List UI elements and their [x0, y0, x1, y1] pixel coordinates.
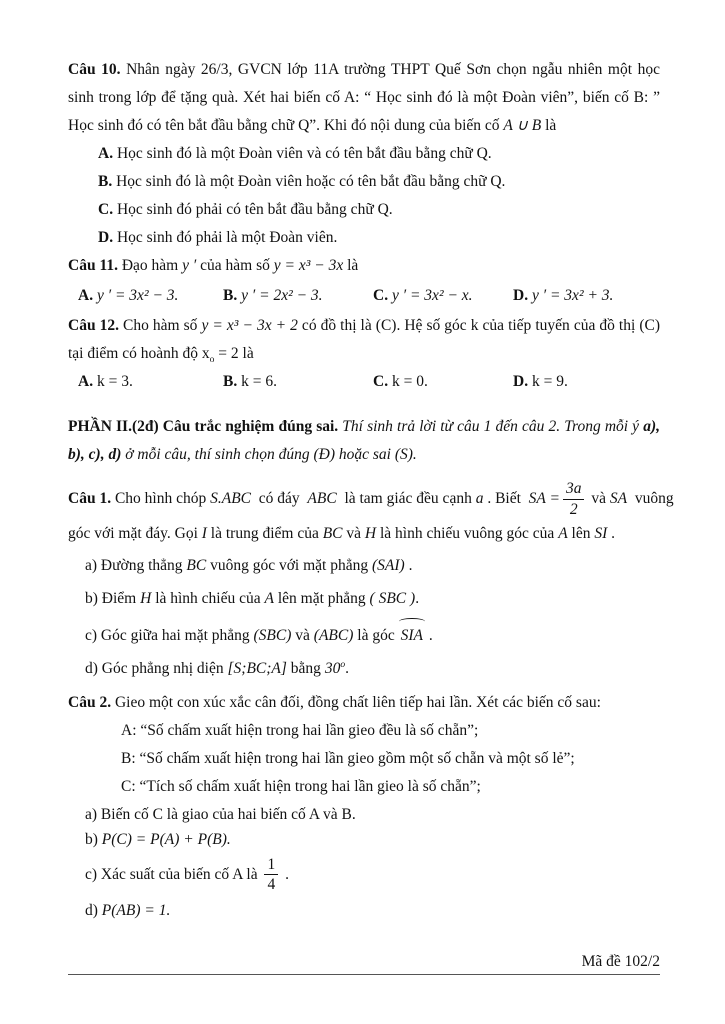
question-10-math-union: A ∪ B: [503, 117, 542, 134]
p2-question-2: [68, 689, 660, 717]
item-label: b): [85, 830, 98, 848]
item-label: a): [85, 805, 98, 823]
option-b-label: B.: [223, 287, 238, 304]
question-12-option-c: [373, 368, 513, 396]
option-a-text: k = 3.: [93, 373, 133, 390]
option-c-text: k = 0.: [388, 373, 428, 390]
math-sabc: S.ABC: [210, 490, 252, 508]
text: là trung điểm của: [206, 524, 323, 542]
question-11-math-function: y = x³ − 3x: [273, 257, 344, 274]
option-d-text: k = 9.: [528, 373, 568, 390]
math-abc: ABC: [307, 490, 337, 508]
text: .: [425, 626, 433, 644]
option-b-text: Học sinh đó là một Đoàn viên hoặc có tên bắt đầu bằng chữ Q.: [112, 173, 506, 190]
fraction-denominator: 2: [563, 499, 585, 519]
p2-question-1-line-1: [68, 479, 674, 520]
p2-question-1-item-d: [68, 655, 660, 683]
option-c-math: y ′ = 3x² − x.: [388, 287, 473, 304]
question-11-math-yprime: y ′: [182, 257, 197, 274]
text: .: [415, 589, 420, 607]
math-bc: BC: [322, 524, 343, 542]
text: là hình chiếu vuông góc của: [376, 524, 559, 542]
p2-question-1-line-2: [68, 520, 660, 548]
fraction-numerator: 1: [267, 855, 276, 873]
question-10-option-d: [68, 224, 660, 252]
option-b-label: B.: [98, 173, 113, 190]
question-10-text-end: là: [541, 117, 557, 134]
item-label: b): [85, 589, 98, 607]
math-h: H: [364, 524, 377, 542]
math-angle-sia-arc: SIA: [399, 618, 425, 650]
question-12-label: Câu 12.: [68, 317, 119, 334]
p2-question-1-item-b: [68, 585, 660, 613]
p2-question-2-item-d: [68, 899, 660, 923]
p2-question-2-event-a: A: “Số chấm xuất hiện trong hai lần gieo đều là số chẵn”;: [121, 721, 479, 739]
math-plane-sbc: ( SBC ): [369, 589, 416, 607]
option-a-label: A.: [78, 287, 94, 304]
text: .: [281, 865, 289, 883]
text: Gieo một con xúc xắc cân đối, đồng chất liên tiếp hai lần. Xét các biến cố sau:: [111, 693, 601, 711]
text: Góc giữa hai mặt phẳng: [97, 626, 254, 644]
math-a: A: [264, 589, 274, 607]
text: và: [342, 524, 365, 542]
item-label: c): [85, 865, 98, 883]
math-sa: SA: [609, 490, 628, 508]
question-11-option-d: [513, 282, 660, 310]
text: Góc phẳng nhị diện: [97, 659, 228, 677]
question-11-option-c: [373, 282, 513, 310]
question-10-label: Câu 10.: [68, 61, 121, 78]
part2-note-2: ở mỗi câu, thí sinh chọn đúng (Đ) hoặc sai (S).: [121, 446, 417, 463]
p2-question-2-event-b: B: “Số chấm xuất hiện trong hai lần gieo gồm một số chẵn và một số lẻ”;: [121, 749, 575, 767]
question-10-option-c: [68, 196, 660, 224]
option-a-label: A.: [98, 145, 114, 162]
part2-title: PHẦN II.(2đ) Câu trắc nghiệm đúng sai.: [68, 418, 339, 435]
math-sa-equals: SA =: [528, 490, 560, 508]
text: là hình chiếu của: [151, 589, 265, 607]
question-11-options-row: [68, 282, 660, 310]
p2-question-1-item-a: [68, 552, 660, 580]
question-11-text-1: Đạo hàm: [117, 257, 183, 274]
p2-question-1-item-c: [68, 618, 660, 650]
question-10: [68, 56, 660, 140]
option-b-label: B.: [223, 373, 238, 390]
fraction-denominator: 4: [264, 874, 278, 894]
exam-content: [68, 56, 674, 923]
option-d-text: Học sinh đó phải là một Đoàn viên.: [113, 229, 338, 246]
math-h: H: [140, 589, 152, 607]
option-d-math: y ′ = 3x² + 3.: [528, 287, 614, 304]
question-11-text-3: là: [343, 257, 359, 274]
question-10-option-a: [68, 140, 660, 168]
math-bc: BC: [186, 556, 207, 574]
text: Điểm: [97, 589, 141, 607]
question-12-text-3: = 2 là: [214, 345, 254, 362]
question-11: [68, 252, 660, 280]
option-a-math: y ′ = 3x² − 3.: [93, 287, 179, 304]
option-a-text: Học sinh đó là một Đoàn viên và có tên bắt đầu bằng chữ Q.: [113, 145, 492, 162]
part2-note-bold: a), b), c), d): [68, 418, 660, 463]
text: bằng: [286, 659, 325, 677]
text: và: [587, 490, 610, 508]
math-plane-sai: (SAI): [371, 556, 405, 574]
fraction-1-over-4: [264, 856, 278, 895]
option-b-text: k = 6.: [237, 373, 277, 390]
p2-question-2-item-a: [68, 803, 660, 827]
question-12-text-2: có đồ thị là (C). Hệ số góc k của tiếp tuyến của đồ thị (C) tại điểm có hoành độ x: [68, 317, 660, 362]
math-i: I: [201, 524, 207, 542]
math-dihedral: [S;BC;A]: [227, 659, 287, 677]
option-b-math: y ′ = 2x² − 3.: [237, 287, 323, 304]
text: có đáy: [251, 490, 308, 508]
math-30: 30: [324, 659, 341, 677]
p2-question-2-item-c: [68, 855, 660, 896]
option-d-label: D.: [513, 287, 529, 304]
question-12-option-a: [78, 368, 223, 396]
question-11-label: Câu 11.: [68, 257, 118, 274]
p2-question-2-item-b: [68, 828, 660, 852]
option-c-text: Học sinh đó phải có tên bắt đầu bằng chữ Q.: [113, 201, 393, 218]
math-degree-sup: o: [340, 658, 346, 670]
option-d-label: D.: [98, 229, 114, 246]
math-a: a: [475, 490, 484, 508]
text: .: [404, 556, 413, 574]
p2-question-1-label: Câu 1.: [68, 490, 112, 508]
p2-question-2-label: Câu 2.: [68, 693, 112, 711]
math-probability-sum: P(C) = P(A) + P(B).: [101, 830, 231, 848]
item-label: d): [85, 659, 98, 677]
item-label: a): [85, 556, 98, 574]
math-plane-sbc: (SBC): [253, 626, 292, 644]
math-a: A: [558, 524, 568, 542]
question-11-text-2: của hàm số: [196, 257, 274, 274]
option-c-label: C.: [373, 373, 389, 390]
text: lên mặt phẳng: [273, 589, 370, 607]
text: vuông: [627, 490, 674, 508]
question-12-option-d: [513, 368, 660, 396]
fraction-numerator: 3a: [565, 480, 582, 497]
math-plane-abc: (ABC): [313, 626, 354, 644]
text: .: [345, 659, 349, 677]
text: . Biết: [483, 490, 529, 508]
part2-heading: [68, 413, 660, 469]
page-footer-rule: [68, 951, 660, 975]
option-c-label: C.: [98, 201, 114, 218]
text: vuông góc với mặt phẳng: [206, 556, 372, 574]
option-d-label: D.: [513, 373, 529, 390]
question-12-subscript: o: [209, 354, 215, 366]
text: Xác suất của biến cố A là: [97, 865, 262, 883]
item-label: c): [85, 626, 98, 644]
exam-code: Mã đề 102/2: [581, 953, 660, 970]
fraction-3a-over-2: [563, 480, 585, 519]
question-12-options-row: [68, 368, 660, 396]
question-11-option-b: [223, 282, 373, 310]
question-12: [68, 312, 660, 368]
question-10-option-b: [68, 168, 660, 196]
question-11-option-a: [78, 282, 223, 310]
text: là tam giác đều cạnh: [336, 490, 476, 508]
text: Cho hình chóp: [111, 490, 211, 508]
part2-note-1: Thí sinh trả lời từ câu 1 đến câu 2. Trong mỗi ý: [338, 418, 644, 435]
text: là góc: [353, 626, 399, 644]
text: .: [607, 524, 616, 542]
option-c-label: C.: [373, 287, 389, 304]
question-12-option-b: [223, 368, 373, 396]
item-label: d): [85, 902, 98, 920]
text: Biến cố C là giao của hai biến cố A và B.: [97, 805, 356, 823]
math-pab: P(AB) = 1.: [101, 902, 171, 920]
question-12-math-function: y = x³ − 3x + 2: [201, 317, 298, 334]
p2-question-2-event-c: C: “Tích số chấm xuất hiện trong hai lần gieo là số chẵn”;: [121, 777, 481, 795]
option-a-label: A.: [78, 373, 94, 390]
text: Đường thẳng: [97, 556, 187, 574]
text: góc với mặt đáy. Gọi: [68, 524, 202, 542]
text: lên: [567, 524, 595, 542]
question-10-text: Nhân ngày 26/3, GVCN lớp 11A trường THPT Quế Sơn chọn ngẫu nhiên một học sinh trong lớp để tặng quà. Xét hai biến cố A: “ Học sinh đó là một Đoàn viên”, biến cố B: ” Học sinh đó có tên bắt đầu bằng chữ Q”. Khi đó nội dung của biến cố: [68, 61, 660, 134]
text: và: [291, 626, 314, 644]
question-12-text-1: Cho hàm số: [118, 317, 202, 334]
math-si: SI: [594, 524, 608, 542]
